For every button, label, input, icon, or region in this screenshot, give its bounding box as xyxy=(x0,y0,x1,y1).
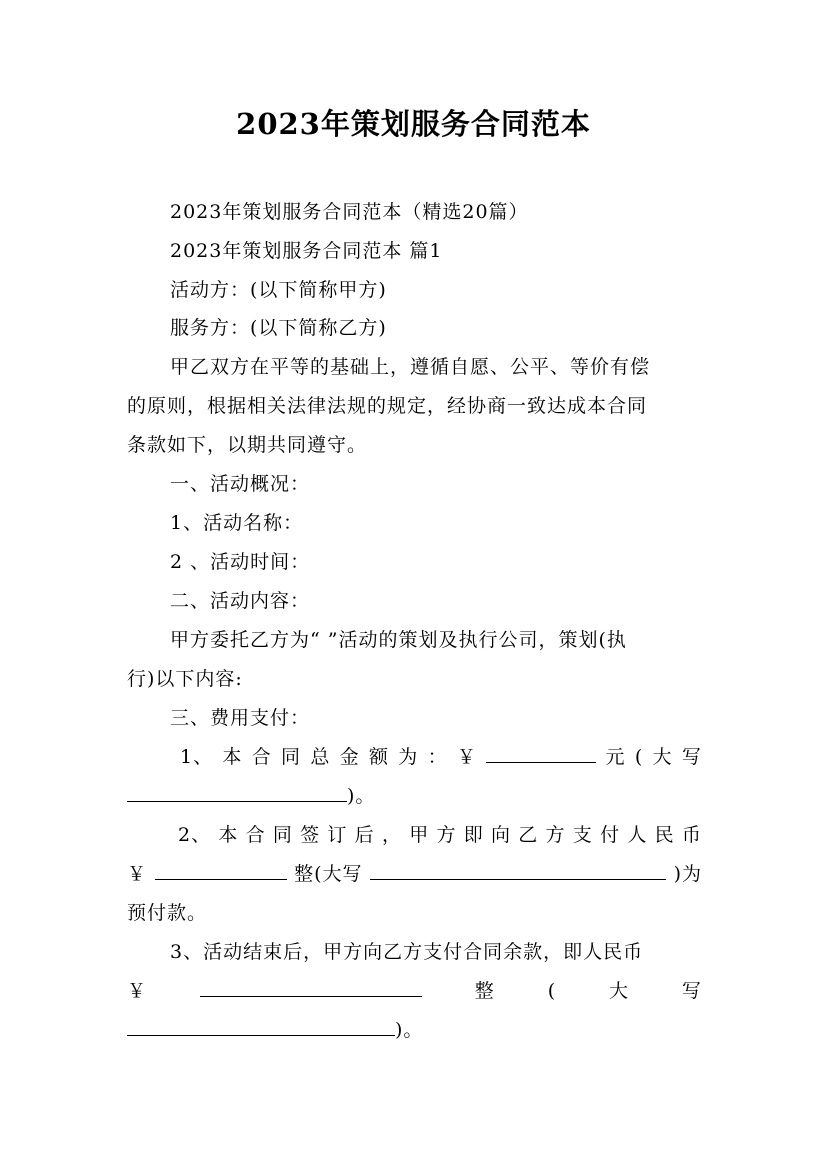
clause-2-char: 支 xyxy=(572,824,593,846)
clause-2-char: 方 xyxy=(436,824,457,846)
clause-1-char: 为 xyxy=(398,746,419,768)
clause-2-char: 人 xyxy=(627,824,648,846)
clause-1-char: 合 xyxy=(251,746,272,768)
currency-symbol: ￥ xyxy=(127,980,148,1002)
clause-1-char: 同 xyxy=(281,746,302,768)
total-amount-words-blank xyxy=(127,783,347,802)
clause-3-line-3 xyxy=(127,1017,702,1043)
clause-1-char: ： xyxy=(427,746,448,768)
clause-2-char: 甲 xyxy=(409,824,430,846)
activity-name-line: 1、活动名称： xyxy=(170,512,304,534)
clause-2-line-1 xyxy=(178,822,702,848)
clause-1-number: 1、 xyxy=(180,746,214,768)
clause-2-char: 币 xyxy=(681,824,702,846)
clause-3-line-1: 3、活动结束后，甲方向乙方支付合同余款，即人民币 xyxy=(170,941,644,963)
section-3-heading: 三、费用支付： xyxy=(170,707,311,729)
currency-symbol: ￥ xyxy=(127,863,148,885)
clause-2-char: 后 xyxy=(354,824,375,846)
clause-2-char: 即 xyxy=(463,824,484,846)
clause-3-end: )。 xyxy=(395,1019,424,1041)
clause-1-char: 元 xyxy=(605,746,626,768)
balance-words-blank xyxy=(127,1017,395,1036)
clause-1-char: 写 xyxy=(681,746,702,768)
prepayment-amount-blank xyxy=(155,861,287,880)
clause-3-line-2 xyxy=(127,978,702,1004)
section-1-heading: 一、活动概况： xyxy=(170,473,311,495)
clause-2-char: 民 xyxy=(654,824,675,846)
content-paragraph-line-1: 甲方委托乙方为“ ”活动的策划及执行公司，策划(执 xyxy=(170,629,627,651)
clause-2-number: 2、 xyxy=(178,824,212,846)
clause-1-char: 总 xyxy=(310,746,331,768)
clause-2-char: 方 xyxy=(545,824,566,846)
clause-2-char: 本 xyxy=(218,824,239,846)
clause-2-char: 乙 xyxy=(518,824,539,846)
clause-2-char: 签 xyxy=(300,824,321,846)
clause-2-line-3: 预付款。 xyxy=(127,902,208,924)
prepayment-words-blank xyxy=(370,861,666,880)
clause-2-char: 合 xyxy=(245,824,266,846)
clause-1-char: 额 xyxy=(368,746,389,768)
clause-1-char: 金 xyxy=(339,746,360,768)
clause-2-char: 向 xyxy=(491,824,512,846)
clause-2-char: 付 xyxy=(600,824,621,846)
clause-2-uppercase-label: 整(大写 xyxy=(294,863,363,885)
intro-paragraph-line-3: 条款如下，以期共同遵守。 xyxy=(127,434,368,456)
clause-1-char: 大 xyxy=(652,746,673,768)
clause-2-line-2 xyxy=(127,861,702,887)
balance-amount-blank xyxy=(200,978,422,997)
clause-3-char: 写 xyxy=(681,980,702,1002)
clause-1-char: 本 xyxy=(222,746,243,768)
clause-2-char: 同 xyxy=(272,824,293,846)
document-title: 2023年策划服务合同范本 xyxy=(236,107,591,141)
clause-1-end: )。 xyxy=(347,785,376,807)
content-paragraph-line-2: 行)以下内容: xyxy=(127,668,243,690)
intro-paragraph-line-1: 甲乙双方在平等的基础上，遵循自愿、公平、等价有偿 xyxy=(170,356,651,378)
section-2-heading: 二、活动内容： xyxy=(170,590,311,612)
total-amount-blank xyxy=(486,744,596,763)
part-heading: 2023年策划服务合同范本 篇1 xyxy=(170,240,443,262)
clause-1-char: ( xyxy=(634,746,644,768)
party-b-line: 服务方：(以下简称乙方) xyxy=(170,317,387,339)
clause-1-line-1 xyxy=(180,744,702,770)
document-subtitle: 2023年策划服务合同范本（精选20篇） xyxy=(170,201,529,223)
clause-2-char: ， xyxy=(381,824,402,846)
clause-3-char: 大 xyxy=(609,980,630,1002)
clause-3-char: ( xyxy=(547,980,557,1002)
clause-3-char: 整 xyxy=(474,980,495,1002)
clause-2-char: 订 xyxy=(327,824,348,846)
clause-2-end: )为 xyxy=(673,863,702,885)
currency-symbol: ￥ xyxy=(456,746,477,768)
party-a-line: 活动方：(以下简称甲方) xyxy=(170,279,387,301)
activity-time-line: 2 、活动时间： xyxy=(170,551,311,573)
clause-1-line-2 xyxy=(127,783,702,809)
intro-paragraph-line-2: 的原则，根据相关法律法规的规定，经协商一致达成本合同 xyxy=(127,395,648,417)
